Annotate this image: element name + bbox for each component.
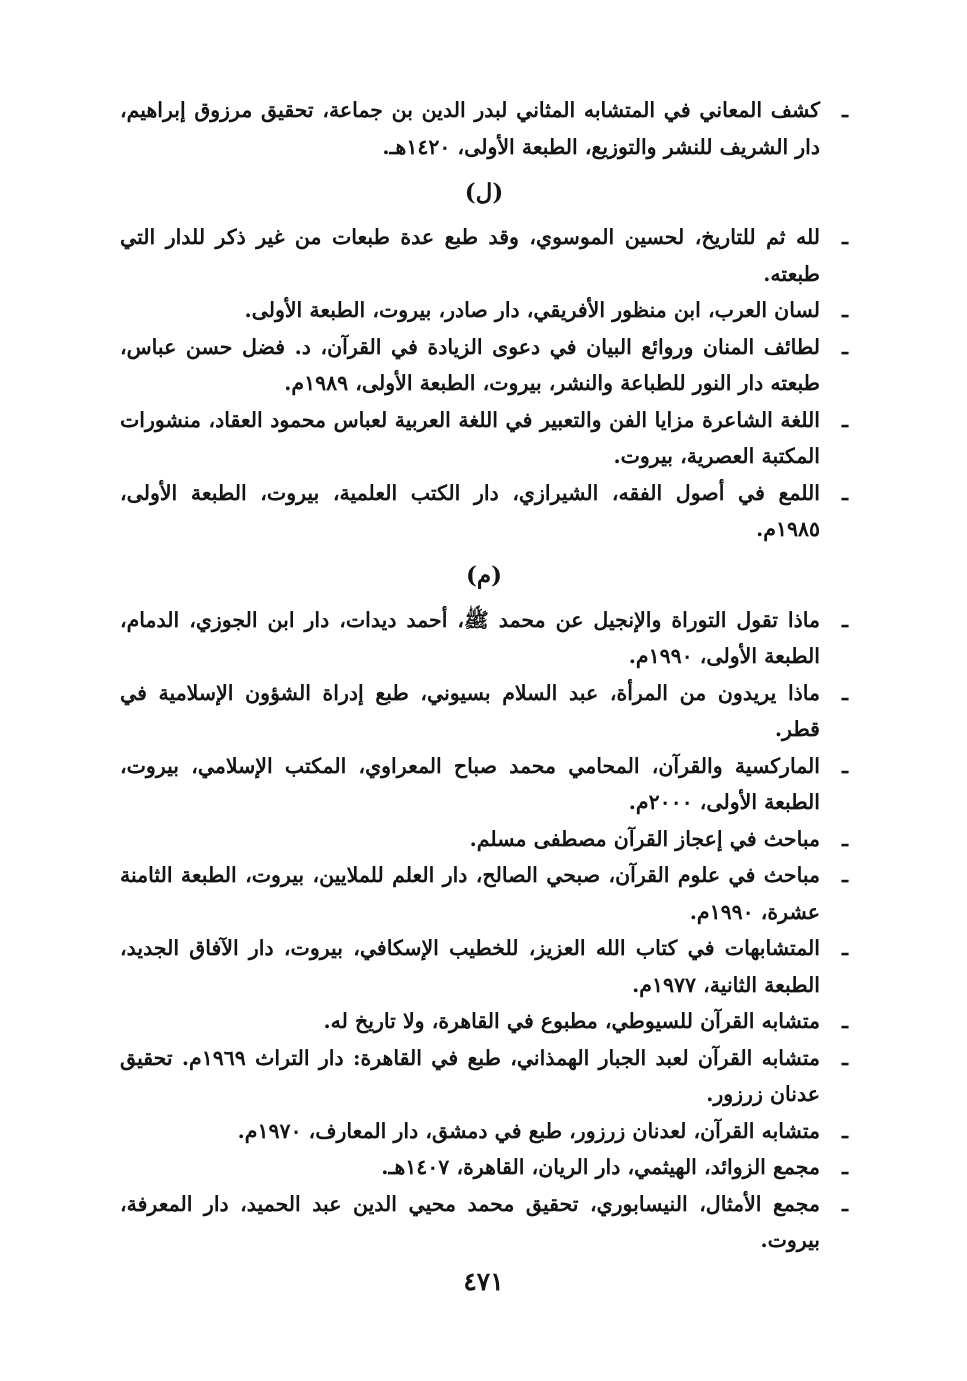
bibliography-entry [120,1149,848,1186]
bullet-dash: ـ [841,1155,848,1179]
bullet-dash: ـ [841,826,848,851]
bullet-dash: ـ [841,334,848,359]
entry-text: الماركسية والقرآن، المحامي محمد صباح المعراوي، المكتب الإسلامي، بيروت، الطبعة الأولى، ٢٠٠٠م. [120,753,820,814]
bullet-dash: ـ [841,480,848,505]
entry-text: مجمع الزوائد، الهيثمي، دار الريان، القاهرة، ١٤٠٧هـ. [381,1155,820,1179]
bullet-dash: ـ [841,1009,848,1033]
section-mim [120,558,848,1259]
section-continuation [120,92,848,165]
bibliography-entry [120,1186,848,1259]
page-number: ٤٧١ [463,1267,504,1296]
entry-text: ماذا يريدون من المرأة، عبد السلام بسيوني، طبع إدراة الشؤون الإسلامية في قطر. [120,680,820,741]
bibliography-entry [120,402,848,475]
entry-text: مباحث في علوم القرآن، صبحي الصالح، دار العلم للملايين، بيروت، الطبعة الثامنة عشرة، ١٩٩٠م. [120,863,820,924]
entry-text: كشف المعاني في المتشابه المثاني لبدر الدين بن جماعة، تحقيق مرزوق إبراهيم، دار الشريف للنشر والتوزيع، الطبعة الأولى، ١٤٢٠هـ. [120,98,820,159]
bibliography-page [120,92,848,1259]
bullet-dash: ـ [841,863,848,887]
bibliography-entry [120,292,848,329]
entry-text: لطائف المنان وروائع البيان في دعوى الزيادة في القرآن، د. فضل حسن عباس، طبعته دار النور للطباعة والنشر، بيروت، الطبعة الأولى، ١٩٨٩م. [120,334,820,395]
bullet-dash: ـ [841,225,848,249]
section-heading-lam: (ل) [464,179,504,206]
bibliography-entry [120,602,848,675]
bullet-dash: ـ [841,680,848,705]
bibliography-entry [120,475,848,548]
entry-text: متشابه القرآن لعبد الجبار الهمذاني، طبع في القاهرة: دار التراث ١٩٦٩م. تحقيق عدنان زرزور. [120,1045,820,1106]
bibliography-entry [120,821,848,858]
entry-text: اللمع في أصول الفقه، الشيرازي، دار الكتب العلمية، بيروت، الطبعة الأولى، ١٩٨٥م. [120,480,820,541]
bibliography-entry [120,857,848,930]
section-lam [120,175,848,548]
entry-list [120,219,848,548]
bullet-dash: ـ [841,298,848,322]
bullet-dash: ـ [841,753,848,778]
bibliography-entry [120,675,848,748]
bibliography-entry [120,930,848,1003]
bibliography-entry [120,1040,848,1113]
bullet-dash: ـ [841,936,848,960]
bibliography-entry [120,219,848,292]
entry-text: المتشابهات في كتاب الله العزيز، للخطيب الإسكافي، بيروت، دار الآفاق الجديد، الطبعة الثانية، ١٩٧٧م. [120,936,820,997]
entry-text: لسان العرب، ابن منظور الأفريقي، دار صادر، بيروت، الطبعة الأولى. [244,298,820,322]
entry-text: متشابه القرآن للسيوطي، مطبوع في القاهرة، ولا تاريخ له. [323,1009,820,1033]
entry-text: متشابه القرآن، لعدنان زرزور، طبع في دمشق، دار المعارف، ١٩٧٠م. [237,1118,820,1143]
bibliography-entry [120,329,848,402]
bullet-dash: ـ [841,407,848,432]
bullet-dash: ـ [841,1045,848,1070]
bibliography-entry [120,1003,848,1040]
section-heading-mim: (م) [465,561,502,589]
entry-list [120,602,848,1259]
entry-text: ماذا تقول التوراة والإنجيل عن محمد ﷺ، أحمد ديدات، دار ابن الجوزي، الدمام، الطبعة الأولى، ١٩٩٠م. [120,607,820,668]
entry-text: لله ثم للتاريخ، لحسين الموسوي، وقد طبع عدة طبعات من غير ذكر للدار التي طبعته. [120,225,820,286]
bullet-dash: ـ [841,607,848,632]
bullet-dash: ـ [841,1191,848,1216]
bibliography-entry [120,1113,848,1150]
entry-text: اللغة الشاعرة مزايا الفن والتعبير في اللغة العربية لعباس محمود العقاد، منشورات المكتبة العصرية، بيروت. [120,407,820,468]
entry-text: مجمع الأمثال، النيسابوري، تحقيق محمد محيي الدين عبد الحميد، دار المعرفة، بيروت. [120,1191,820,1252]
bullet-dash: ـ [841,98,848,122]
bullet-dash: ـ [841,1118,848,1143]
bibliography-entry [120,748,848,821]
bibliography-entry [120,92,848,165]
entry-list [120,92,848,165]
entry-text: مباحث في إعجاز القرآن مصطفى مسلم. [469,826,820,851]
